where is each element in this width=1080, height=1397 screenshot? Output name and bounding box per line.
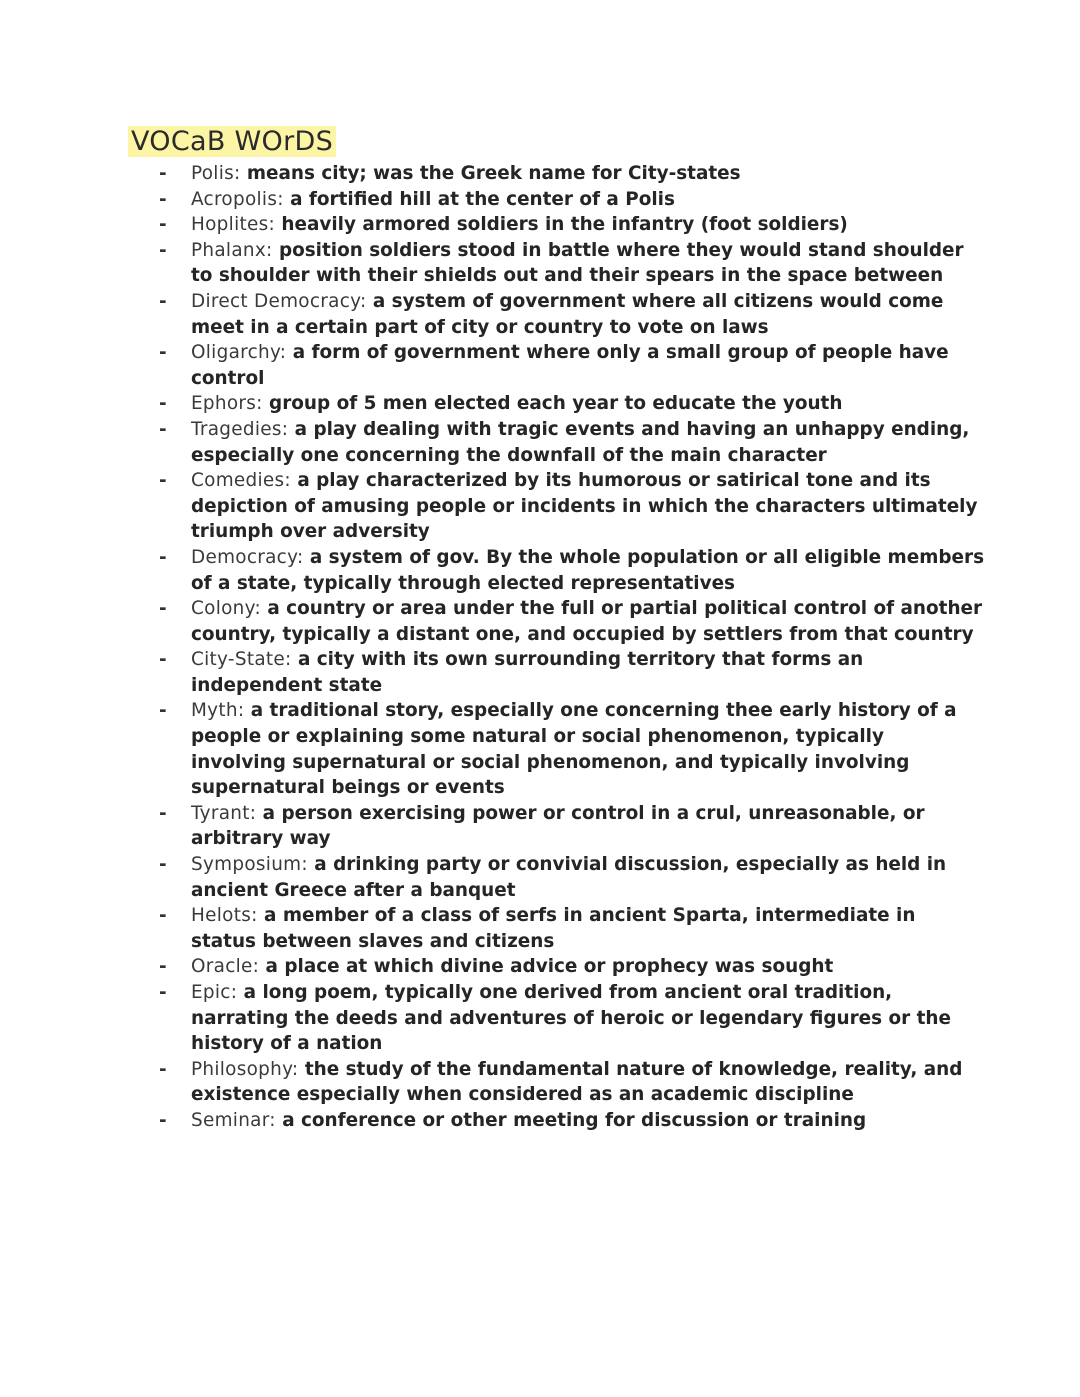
dash-bullet-icon: - (159, 956, 167, 978)
dash-bullet-icon: - (159, 188, 167, 210)
dash-bullet-icon: - (159, 418, 167, 440)
vocab-definition: position soldiers stood in battle where they would stand shoulder to shoulder with their shields out and their spears in the space between (191, 239, 964, 287)
vocab-definition: a fortified hill at the center of a Polis (290, 188, 675, 210)
dash-bullet-icon: - (159, 1058, 167, 1080)
vocab-term: Symposium: (191, 854, 308, 876)
vocab-term: Myth: (191, 700, 245, 722)
dash-bullet-icon: - (159, 905, 167, 927)
vocab-definition: a place at which divine advice or prophecy was sought (265, 956, 834, 978)
vocab-term: Phalanx: (191, 239, 273, 261)
vocab-item (155, 545, 985, 596)
dash-bullet-icon: - (159, 290, 167, 312)
vocab-term: Oracle: (191, 956, 260, 978)
vocab-term: Polis: (191, 163, 241, 184)
vocab-term: Epic: (191, 982, 238, 1003)
vocab-term: Ephors: (191, 393, 263, 415)
vocab-definition: a system of gov. By the whole population or all eligible members of a state, typically through elected representatives (191, 546, 985, 594)
vocab-term: Democracy: (191, 546, 304, 568)
vocab-term: City-State: (191, 649, 292, 671)
page-title (126, 124, 340, 160)
vocab-item (155, 852, 985, 903)
vocab-item (155, 187, 985, 213)
vocab-term: Seminar: (191, 1109, 276, 1131)
vocab-definition: a member of a class of serfs in ancient Sparta, intermediate in status between slaves and citizens (191, 905, 916, 952)
vocab-item (155, 903, 985, 954)
vocab-term: Tyrant: (191, 802, 257, 824)
dash-bullet-icon: - (159, 546, 167, 568)
dash-bullet-icon: - (159, 802, 167, 824)
vocab-definition: the study of the fundamental nature of knowledge, reality, and existence especially when considered as an academic discipline (191, 1058, 963, 1106)
vocab-definition: a play characterized by its humorous or satirical tone and its depiction of amusing people or incidents in which the characters ultimately triumph over adversity (191, 470, 978, 543)
title-highlight: VOCaB WOrDS (128, 126, 336, 157)
dash-bullet-icon: - (159, 163, 167, 184)
vocab-item (155, 954, 985, 980)
dash-bullet-icon: - (159, 214, 167, 236)
vocab-definition: a traditional story, especially one concerning thee early history of a people or explaining some natural or social phenomenon, typically involving supernatural or social phenomenon, and typically involving supernatural beings or events (191, 700, 957, 799)
vocab-definition: a long poem, typically one derived from ancient oral tradition, narrating the deeds and adventures of heroic or legendary figures or the history of a nation (191, 982, 951, 1055)
vocab-item (155, 980, 985, 1057)
vocab-definition: a form of government where only a small group of people have control (191, 342, 949, 389)
vocab-term: Comedies: (191, 470, 291, 492)
vocab-definition: a play dealing with tragic events and having an unhappy ending, especially one concerning the downfall of the main character (191, 418, 970, 466)
vocab-item (155, 647, 985, 698)
vocab-item (155, 340, 985, 391)
vocab-term: Acropolis: (191, 188, 284, 210)
vocab-definition: a city with its own surrounding territory that forms an independent state (191, 649, 864, 696)
vocab-item (155, 596, 985, 647)
vocab-term: Philosophy: (191, 1058, 299, 1080)
dash-bullet-icon: - (159, 598, 167, 620)
vocab-term: Oligarchy: (191, 342, 287, 364)
vocab-item (155, 1057, 985, 1108)
vocab-item (155, 417, 985, 468)
dash-bullet-icon: - (159, 854, 167, 876)
dash-bullet-icon: - (159, 393, 167, 415)
vocab-item (155, 698, 985, 800)
vocab-definition: means city; was the Greek name for City-states (246, 163, 741, 184)
dash-bullet-icon: - (159, 342, 167, 364)
vocab-definition: a system of government where all citizens would come meet in a certain part of city or country to vote on laws (191, 290, 944, 338)
vocab-term: Helots: (191, 905, 258, 927)
dash-bullet-icon: - (159, 982, 167, 1003)
vocab-item (155, 238, 985, 289)
vocab-item (155, 801, 985, 852)
dash-bullet-icon: - (159, 649, 167, 671)
dash-bullet-icon: - (159, 239, 167, 261)
vocab-item (155, 161, 985, 187)
vocab-item (155, 468, 985, 545)
vocab-definition: group of 5 men elected each year to educate the youth (269, 393, 843, 415)
dash-bullet-icon: - (159, 470, 167, 492)
vocab-item (155, 212, 985, 238)
vocab-definition: heavily armored soldiers in the infantry (foot soldiers) (281, 214, 848, 236)
vocab-definition: a conference or other meeting for discussion or training (282, 1109, 867, 1131)
vocab-definition: a drinking party or convivial discussion, especially as held in ancient Greece after a banquet (191, 854, 947, 901)
vocab-definition: a country or area under the full or partial political control of another country, typically a distant one, and occupied by settlers from that country (191, 598, 983, 645)
vocab-item (155, 391, 985, 417)
vocab-item (155, 1108, 985, 1134)
vocab-item (155, 289, 985, 340)
vocab-term: Tragedies: (191, 418, 289, 440)
vocab-term: Colony: (191, 598, 261, 620)
vocab-definition: a person exercising power or control in a crul, unreasonable, or arbitrary way (191, 802, 925, 850)
vocab-term: Hoplites: (191, 214, 275, 236)
vocab-list (155, 161, 985, 1134)
dash-bullet-icon: - (159, 700, 167, 722)
dash-bullet-icon: - (159, 1109, 167, 1131)
vocab-term: Direct Democracy: (191, 290, 367, 312)
